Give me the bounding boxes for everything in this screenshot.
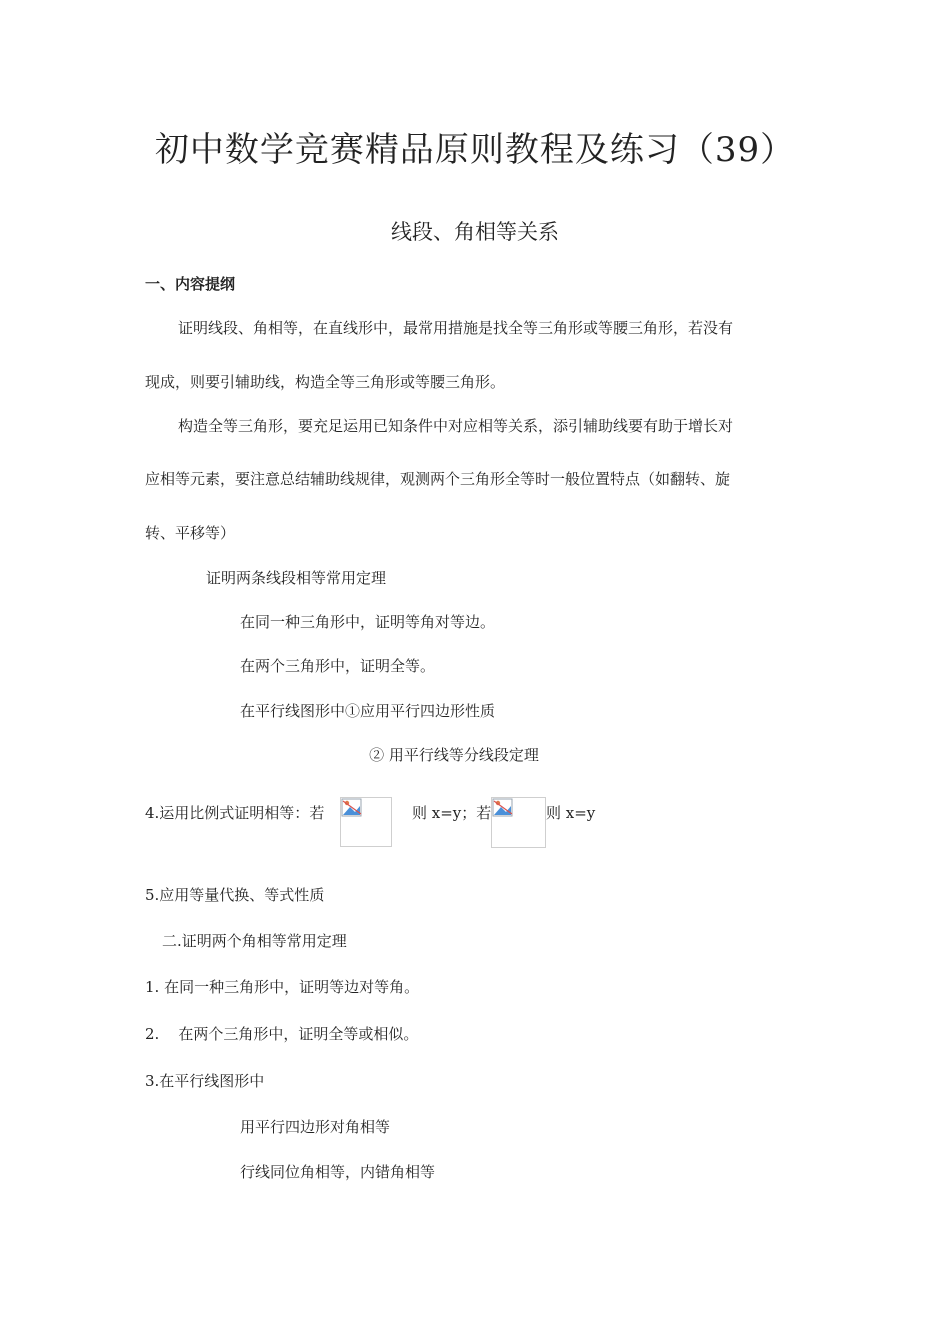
broken-image-icon [491,797,546,848]
list-item-4-suffix: 则 x=y [546,804,596,822]
document-title: 初中数学竞赛精品原则教程及练习（39） [154,130,796,170]
section-heading-outline: 一、内容提纲 [145,275,236,293]
list-item-4-middle: 则 x=y；若 [412,804,492,822]
list-item: 在平行线图形中①应用平行四边形性质 [240,702,496,720]
paragraph-line: 应相等元素，要注意总结辅助线规律，观测两个三角形全等时一般位置特点（如翻转、旋 [145,470,731,488]
list-item: 3.在平行线图形中 [145,1072,265,1090]
list-item: 在同一种三角形中，证明等角对等边。 [240,613,496,631]
list-subitem: 行线同位角相等，内错角相等 [240,1163,436,1181]
section-heading-angles: 二.证明两个角相等常用定理 [162,932,347,950]
broken-image-icon [340,797,392,847]
list-item: 2. 在两个三角形中，证明全等或相似。 [145,1025,419,1043]
list-subitem: 用平行四边形对角相等 [240,1118,391,1136]
theorem-heading: 证明两条线段相等常用定理 [206,569,387,587]
paragraph-line: 构造全等三角形，要充足运用已知条件中对应相等关系，添引辅助线要有助于增长对 [178,417,734,435]
document-subtitle: 线段、角相等关系 [391,220,559,244]
paragraph-line: 证明线段、角相等，在直线形中，最常用措施是找全等三角形或等腰三角形，若没有 [178,319,734,337]
list-item: 在两个三角形中，证明全等。 [240,657,436,675]
list-item-4-prefix: 4.运用比例式证明相等：若 [145,804,325,822]
list-item: 1. 在同一种三角形中，证明等边对等角。 [145,978,420,996]
paragraph-line: 转、平移等） [145,524,236,542]
list-subitem: ② 用平行线等分线段定理 [369,746,539,764]
list-item: 5.应用等量代换、等式性质 [145,886,325,904]
paragraph-line: 现成，则要引辅助线，构造全等三角形或等腰三角形。 [145,373,506,391]
